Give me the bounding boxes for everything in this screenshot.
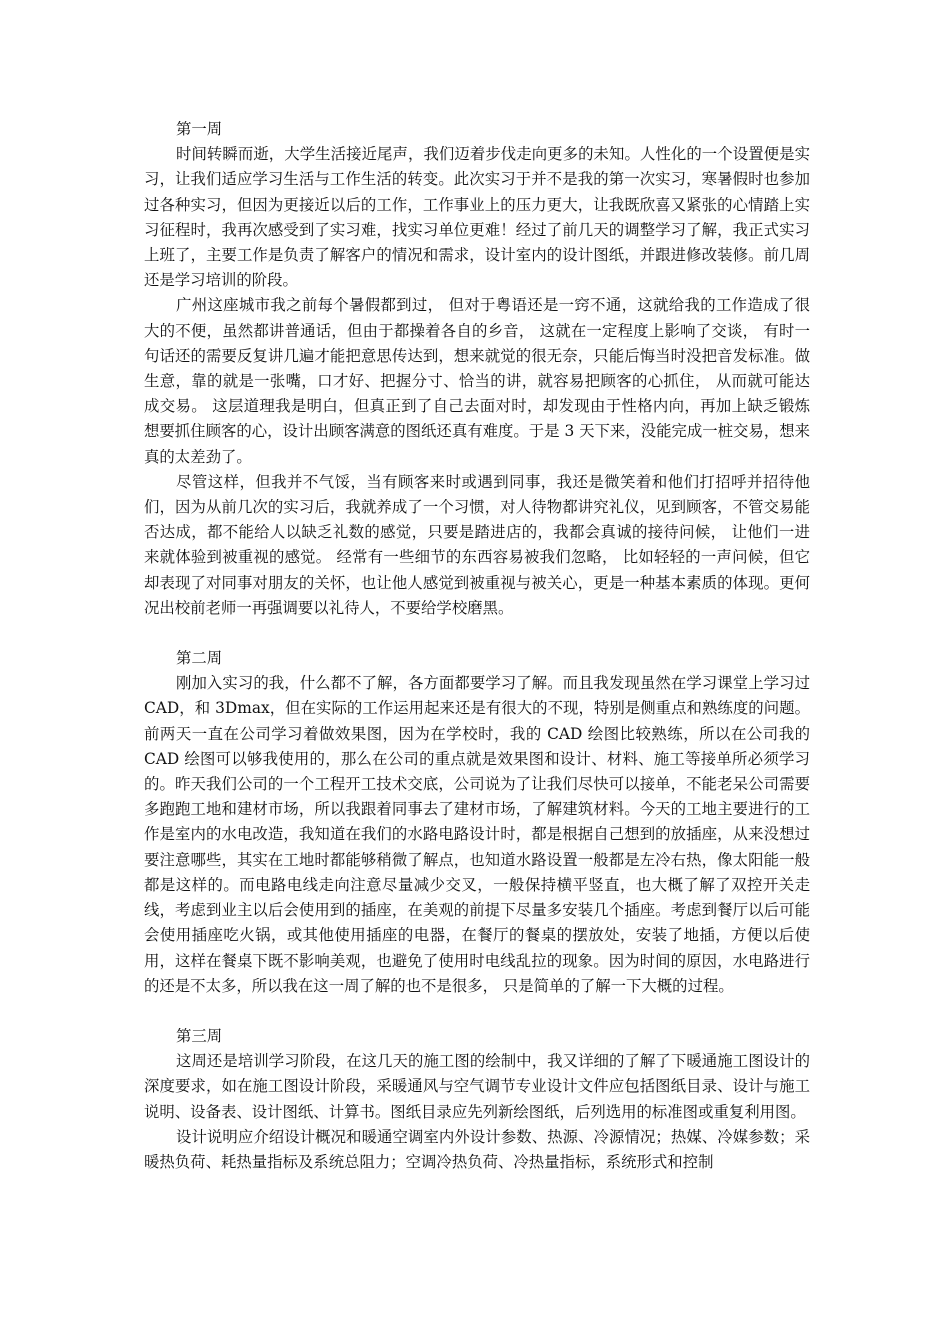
week-1-section xyxy=(144,117,810,621)
section-spacer xyxy=(144,999,810,1024)
week-3-paragraph-1: 这周还是培训学习阶段，在这几天的施工图的绘制中，我又详细的了解了下暖通施工图设计的深度要求，如在施工图设计阶段，采暖通风与空气调节专业设计文件应包括图纸目录、设计与施工说明、设备表、设计图纸、计算书。图纸目录应先列新绘图纸，后列选用的标准图或重复利用图。 xyxy=(144,1052,810,1121)
week-1-title: 第一周 xyxy=(176,120,223,138)
week-3-section xyxy=(144,1024,810,1175)
week-1-paragraph-3: 尽管这样，但我并不气馁，当有顾客来时或遇到同事，我还是微笑着和他们打招呼并招待他们，因为从前几次的实习后，我就养成了一个习惯，对人待物都讲究礼仪，见到顾客，不管交易能否达成，都不能给人以缺乏礼数的感觉，只要是踏进店的，我都会真诚的接待问候， 让他们一进来就体验到被重视的感觉。 经常有一些细节的东西容易被我们忽略， 比如轻轻的一声问候，但它却表现了对同事对朋友的关怀，也让他人感觉到被重视与被关心，更是一种基本素质的体现。更何况出校前老师一再强调要以礼待人，不要给学校磨黑。 xyxy=(144,472,810,617)
week-1-paragraph-1: 时间转瞬而逝，大学生活接近尾声，我们迈着步伐走向更多的未知。人性化的一个设置便是实习，让我们适应学习生活与工作生活的转变。此次实习于并不是我的第一次实习，寒暑假时也参加过各种实习，但因为更接近以后的工作，工作事业上的压力更大，让我既欣喜又紧张的心情踏上实习征程时，我再次感受到了实习难，找实习单位更难！经过了前几天的调整学习了解，我正式实习上班了，主要工作是负责了解客户的情况和需求，设计室内的设计图纸，并跟进修改装修。前几周还是学习培训的阶段。 xyxy=(144,145,810,290)
week-3-title: 第三周 xyxy=(176,1026,223,1045)
week-3-paragraph-2: 设计说明应介绍设计概况和暖通空调室内外设计参数、热源、冷源情况；热媒、冷媒参数；采暖热负荷、耗热量指标及系统总阻力；空调冷热负荷、冷热量指标，系统形式和控制 xyxy=(144,1127,810,1171)
week-2-section xyxy=(144,646,810,999)
week-2-title: 第二周 xyxy=(176,649,223,668)
section-spacer xyxy=(144,621,810,646)
week-1-paragraph-2: 广州这座城市我之前每个暑假都到过， 但对于粤语还是一窍不通，这就给我的工作造成了很大的不便，虽然都讲普通话，但由于都操着各自的乡音， 这就在一定程度上影响了交谈， 有时一句话还的需要反复讲几遍才能把意思传达到，想来就觉的很无奈，只能后悔当时没把音发标准。做生意，靠的就是一张嘴，口才好、把握分寸、恰当的讲，就容易把顾客的心抓住， 从而就可能达成交易。 这层道理我是明白，但真正到了自己去面对时，却发现由于性格内向，再加上缺乏锻炼想要抓住顾客的心，设计出顾客满意的图纸还真有难度。于是 3 天下来，没能完成一桩交易，想来真的太差劲了。 xyxy=(144,296,810,466)
week-2-paragraph-1: 刚加入实习的我，什么都不了解，各方面都要学习了解。而且我发现虽然在学习课堂上学习过 CAD，和 3Dmax，但在实际的工作运用起来还是有很大的不现，特别是侧重点和熟练度的问题。前两天一直在公司学习着做效果图，因为在学校时，我的 CAD 绘图比较熟练，所以在公司我的 CAD 绘图可以够我使用的，那么在公司的重点就是效果图和设计、材料、施工等接单所必须学习的。昨天我们公司的一个工程开工技术交底，公司说为了让我们尽快可以接单，不能老呆公司需要多跑跑工地和建材市场，所以我跟着同事去了建材市场，了解建筑材料。今天的工地主要进行的工作是室内的水电改造，我知道在我们的水路电路设计时，都是根据自己想到的放插座，从来没想过要注意哪些，其实在工地时都能够稍微了解点，也知道水路设置一般都是左冷右热，像太阳能一般都是这样的。而电路电线走向注意尽量减少交叉，一般保持横平竖直，也大概了解了双控开关走线，考虑到业主以后会使用到的插座，在美观的前提下尽量多安装几个插座。考虑到餐厅以后可能会使用插座吃火锅，或其他使用插座的电器，在餐厅的餐桌的摆放处，安装了地插，方便以后使用，这样在餐桌下既不影响美观，也避免了使用时电线乱拉的现象。因为时间的原因，水电路进行的还是不太多，所以我在这一周了解的也不是很多， 只是简单的了解一下大概的过程。 xyxy=(144,674,810,995)
document-body xyxy=(144,117,810,1175)
